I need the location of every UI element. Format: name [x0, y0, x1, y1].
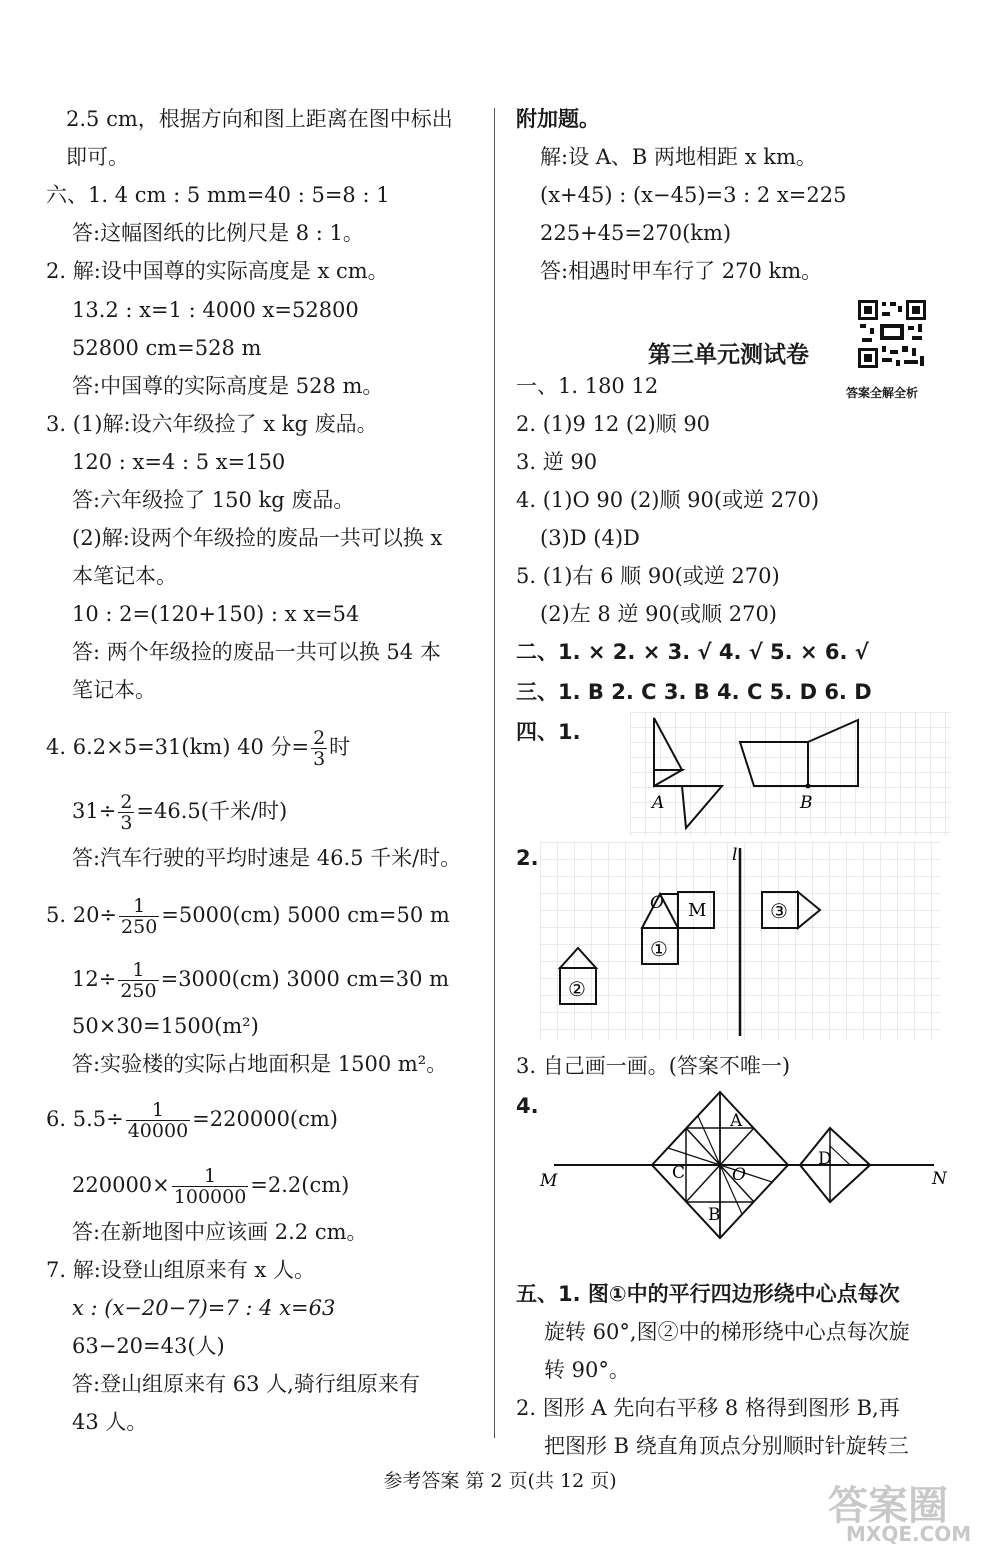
text-line: 50×30=1500(m²) — [72, 1014, 259, 1038]
text-line: 52800 cm=528 m — [72, 336, 262, 360]
label-3: ③ — [770, 899, 788, 923]
qr-code-icon[interactable] — [856, 298, 928, 370]
fraction: $\frac{2}{3}$ — [120, 791, 133, 834]
figure-1 — [630, 712, 950, 836]
text-line: 二、1. × 2. × 3. √ 4. √ 5. × 6. √ — [516, 640, 869, 664]
text-line: 5. (1)右 6 顺 90(或逆 270) — [516, 564, 780, 588]
qr-caption: 答案全解全析 — [846, 386, 919, 400]
text-line: 答:中国尊的实际高度是 528 m。 — [72, 374, 384, 398]
label-a: A — [730, 1111, 743, 1131]
text-line: 六、1. 4 cm : 5 mm=40 : 5=8 : 1 — [46, 183, 390, 207]
text-line: 2. — [516, 846, 539, 870]
text-line: (2)解:设两个年级捡的废品一共可以换 x — [72, 526, 443, 550]
label-b: B — [800, 793, 813, 813]
text-line: 63−20=43(人) — [72, 1334, 225, 1358]
fraction: $\frac{1}{40000}$ — [127, 1099, 189, 1142]
label-1: ① — [650, 937, 668, 961]
text-line: 2.5 cm，根据方向和图上距离在图中标出 — [66, 107, 453, 131]
text-line: 附加题。 — [516, 107, 600, 131]
text-line: 三、1. B 2. C 3. B 4. C 5. D 6. D — [516, 680, 872, 704]
text-line: 220000× $\frac{1}{100000}$ =2.2(cm) — [72, 1165, 350, 1208]
column-divider — [494, 108, 495, 1438]
text-line: 2. 图形 A 先向右平移 8 格得到图形 B,再 — [516, 1396, 900, 1420]
label-l: l — [732, 845, 738, 865]
text-line: 120 : x=4 : 5 x=150 — [72, 450, 286, 474]
text-line: 转 90°。 — [544, 1358, 630, 1382]
text-line: 13.2 : x=1 : 4000 x=52800 — [72, 298, 359, 322]
text-line: (3)D (4)D — [540, 526, 640, 550]
section-title: 第三单元测试卷 — [648, 342, 809, 368]
text-line: 3. 逆 90 — [516, 450, 598, 474]
watermark-url: MXQE.COM — [846, 1522, 972, 1546]
label-b: B — [708, 1205, 721, 1225]
text-line: 43 人。 — [72, 1410, 148, 1434]
text-line: (x+45) : (x−45)=3 : 2 x=225 — [540, 183, 847, 207]
text-line: 2. (1)9 12 (2)顺 90 — [516, 412, 711, 436]
text-line: 3. (1)解:设六年级捡了 x kg 废品。 — [46, 412, 378, 436]
text-line: 7. 解:设登山组原来有 x 人。 — [46, 1258, 315, 1282]
text-line: 4. (1)O 90 (2)顺 90(或逆 270) — [516, 488, 820, 512]
label-m: M — [688, 900, 707, 921]
text-line: 3. 自己画一画。(答案不唯一) — [516, 1054, 791, 1078]
text-line: 解:设 A、B 两地相距 x km。 — [540, 145, 817, 169]
label-o: O — [650, 893, 664, 913]
label-d: D — [818, 1149, 832, 1169]
label-o: O — [732, 1165, 746, 1185]
label-c: C — [672, 1163, 686, 1183]
label-n: N — [932, 1169, 947, 1189]
text-line: 把图形 B 绕直角顶点分别顺时针旋转三 — [544, 1434, 909, 1458]
text-line: 12÷ $\frac{1}{250}$ =3000(cm) 3000 cm=30 m — [72, 959, 450, 1002]
text-line: 五、1. 图①中的平行四边形绕中心点每次 — [516, 1282, 900, 1306]
text-line: 31÷ $\frac{2}{3}$ =46.5(千米/时) — [72, 791, 288, 834]
text-line: 笔记本。 — [72, 678, 156, 702]
text-line: 225+45=270(km) — [540, 221, 732, 245]
text-line: 答:在新地图中应该画 2.2 cm。 — [72, 1220, 368, 1244]
text-line: 10 : 2=(120+150) : x x=54 — [72, 602, 360, 626]
text-line: 答:六年级捡了 150 kg 废品。 — [72, 488, 355, 512]
text-line: 4. 6.2×5=31(km) 40 分= $\frac{2}{3}$ 时 — [46, 727, 351, 770]
text-line: 旋转 60°,图②中的梯形绕中心点每次旋 — [544, 1320, 910, 1344]
text-line: 本笔记本。 — [72, 564, 177, 588]
text-line: 6. 5.5÷ $\frac{1}{40000}$ =220000(cm) — [46, 1099, 338, 1142]
text-line: 四、1. — [516, 720, 581, 744]
text-line: 答:实验楼的实际占地面积是 1500 m²。 — [72, 1052, 448, 1076]
text-line: 答:登山组原来有 63 人,骑行组原来有 — [72, 1372, 420, 1396]
text-line: 5. 20÷ $\frac{1}{250}$ =5000(cm) 5000 cm=50 m — [46, 895, 450, 938]
text-line: 即可。 — [66, 145, 129, 169]
text-line: x : (x−20−7)=7 : 4 x=63 — [72, 1296, 336, 1320]
fraction: $\frac{1}{100000}$ — [173, 1165, 247, 1208]
figure-2 — [540, 842, 940, 1040]
label-2: ② — [568, 977, 586, 1001]
text-line: 答: 两个年级捡的废品一共可以换 54 本 — [72, 640, 441, 664]
watermark-logo: 答案圈 — [828, 1483, 948, 1529]
text-line: 答:相遇时甲车行了 270 km。 — [540, 259, 823, 283]
text-line: (2)左 8 逆 90(或顺 270) — [540, 602, 777, 626]
fraction: $\frac{1}{250}$ — [120, 959, 157, 1002]
label-a: A — [652, 793, 665, 813]
text-line: 答:汽车行驶的平均时速是 46.5 千米/时。 — [72, 846, 462, 870]
fraction: $\frac{1}{250}$ — [121, 895, 158, 938]
label-m: M — [540, 1171, 558, 1191]
figure-4 — [530, 1088, 960, 1258]
text-line: 一、1. 180 12 — [516, 374, 659, 398]
text-line: 2. 解:设中国尊的实际高度是 x cm。 — [46, 259, 389, 283]
page-footer: 参考答案 第 2 页(共 12 页) — [383, 1470, 617, 1492]
text-line: 4. — [516, 1094, 539, 1118]
text-line: 答:这幅图纸的比例尺是 8 : 1。 — [72, 221, 364, 245]
fraction: $\frac{2}{3}$ — [313, 727, 326, 770]
